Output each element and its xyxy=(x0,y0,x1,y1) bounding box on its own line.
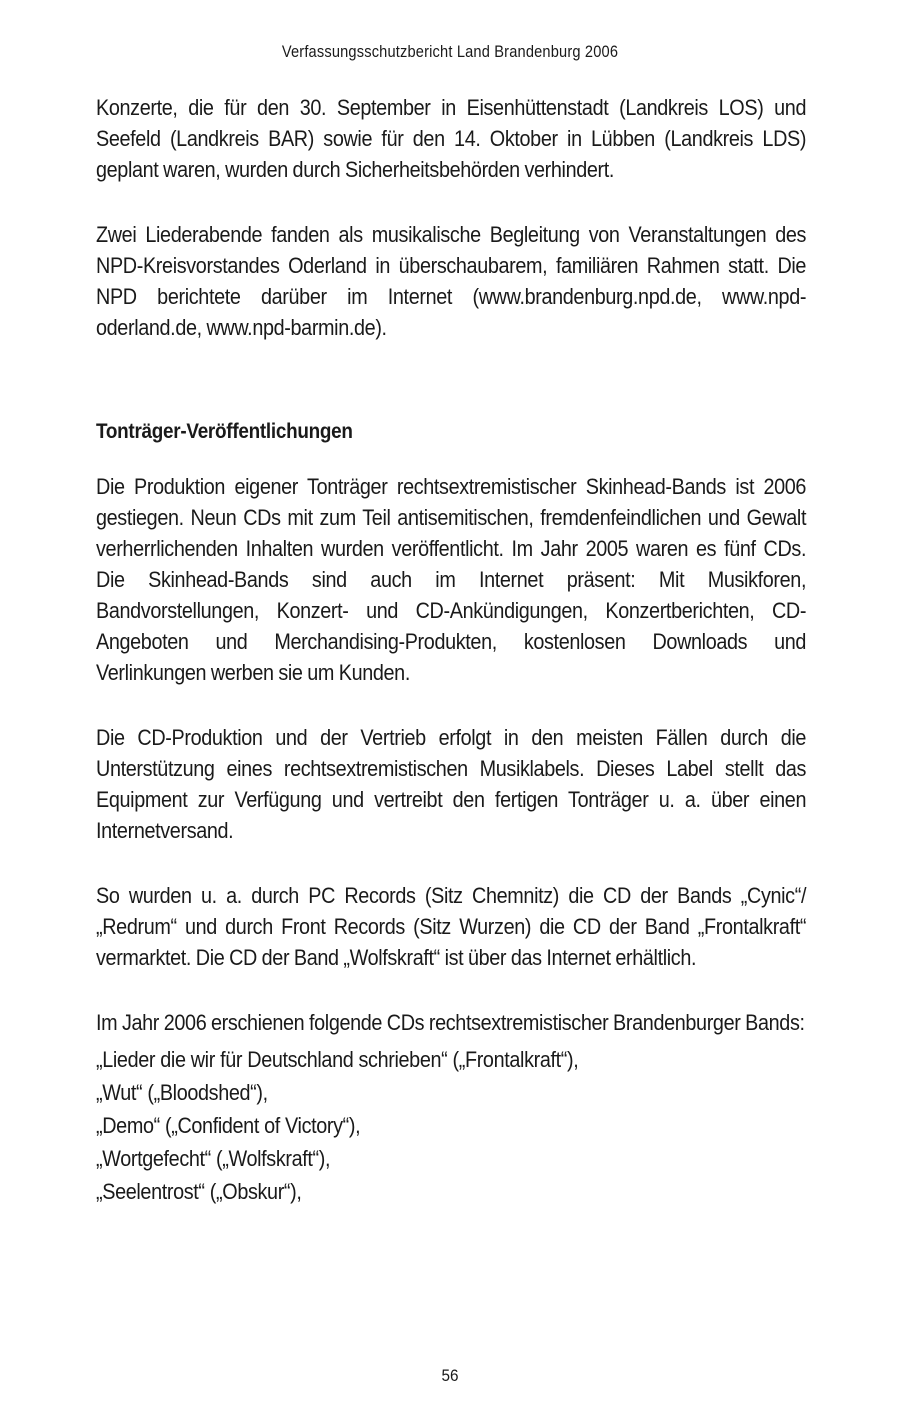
list-item: „Lieder die wir für Deutschland schrieben“ („Frontalkraft“), xyxy=(96,1047,579,1072)
list-item: „Demo“ („Confident of Victory“), xyxy=(96,1113,361,1138)
paragraph-song-evenings: Zwei Liederabende fanden als musikalische Begleitung von Veranstaltungen des NPD-Kreisvorstandes Oderland in überschaubarem, familiären Rahmen statt. Die NPD berichtete darüber im Internet (www.brandenburg.npd.de, www.npd-oderland.de, www.npd-barmin.de). xyxy=(96,222,807,340)
paragraph-cd-list-intro: Im Jahr 2006 erschienen folgende CDs rechtsextremistischer Brandenburger Bands: xyxy=(96,1010,805,1035)
paragraph-distribution: Die CD-Produktion und der Vertrieb erfolgt in den meisten Fällen durch die Unterstützung eines rechtsextremistischen Musiklabels. Dieses Label stellt das Equipment zur Verfügung und vertreibt den fertigen Tonträger u. a. über einen Internetversand. xyxy=(96,725,807,843)
list-item: „Seelentrost“ („Obskur“), xyxy=(96,1179,302,1204)
cd-list xyxy=(96,1044,806,1209)
page-number: 56 xyxy=(441,1366,459,1385)
page-body xyxy=(96,92,806,1225)
list-item: „Wut“ („Bloodshed“), xyxy=(96,1080,268,1105)
paragraph-concerts-prevented: Konzerte, die für den 30. September in Eisenhüttenstadt (Landkreis LOS) und Seefeld (Landkreis BAR) sowie für den 14. Oktober in Lübben (Landkreis LDS) geplant waren, wurden durch Sicherheitsbehörden verhindert. xyxy=(96,95,807,182)
list-item: „Wortgefecht“ („Wolfskraft“), xyxy=(96,1146,331,1171)
paragraph-labels: So wurden u. a. durch PC Records (Sitz Chemnitz) die CD der Bands „Cynic“/„Redrum“ und durch Front Records (Sitz Wurzen) die CD der Band „Frontalkraft“ vermarktet. Die CD der Band „Wolfskraft“ ist über das Internet erhältlich. xyxy=(96,883,807,970)
section-heading: Tonträger-Veröffentlichungen xyxy=(96,420,353,443)
paragraph-cd-production: Die Produktion eigener Tonträger rechtsextremistischer Skinhead-Bands ist 2006 gestiegen. Neun CDs mit zum Teil antisemitischen, fremdenfeindlichen und Gewalt verherrlichenden Inhalten wurden veröffentlicht. Im Jahr 2005 waren es fünf CDs. Die Skinhead-Bands sind auch im Internet präsent: Mit Musikforen, Bandvorstellungen, Konzert- und CD-Ankündigungen, Konzertberichten, CD-Angeboten und Merchandising-Produkten, kostenlosen Downloads und Verlinkungen werben sie um Kunden. xyxy=(96,474,807,685)
running-header: Verfassungsschutzbericht Land Brandenburg 2006 xyxy=(281,42,619,61)
